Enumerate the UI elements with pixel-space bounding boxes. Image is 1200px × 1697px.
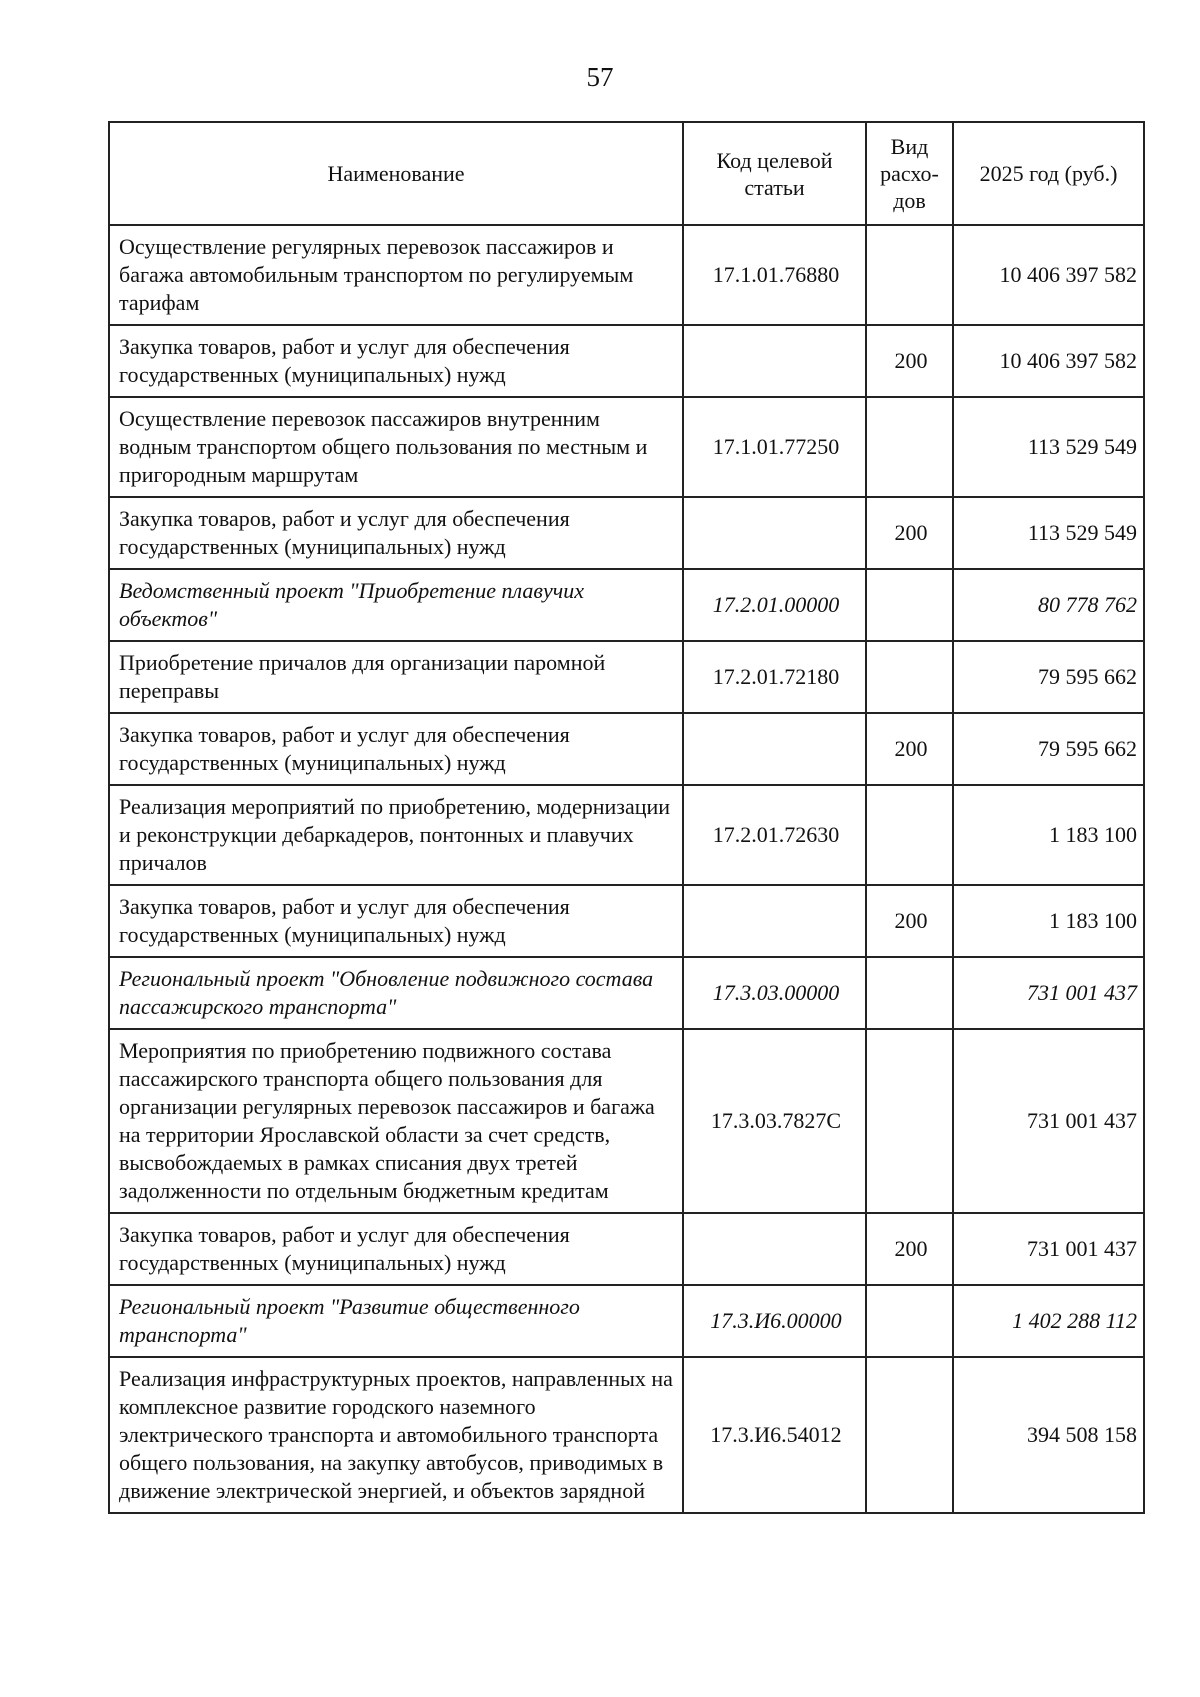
row-amount: 731 001 437 — [953, 1029, 1144, 1213]
row-name: Реализация инфраструктурных проектов, направленных на комплексное развитие городского наземного электрического транспорта и автомобильного транспорта общего пользования, на закупку автобусов, приводимых в движение электрической энергией, и объектов зарядной — [109, 1357, 683, 1513]
table-row — [109, 885, 1144, 957]
table-row — [109, 1285, 1144, 1357]
row-amount: 113 529 549 — [953, 397, 1144, 497]
row-code — [683, 497, 866, 569]
table-row — [109, 325, 1144, 397]
row-code: 17.2.01.72630 — [683, 785, 866, 885]
row-kind — [866, 397, 953, 497]
table-header-row — [109, 122, 1144, 225]
row-code: 17.3.03.7827С — [683, 1029, 866, 1213]
table-row — [109, 785, 1144, 885]
table-row — [109, 1029, 1144, 1213]
budget-table — [108, 121, 1145, 1514]
page-number: 57 — [586, 62, 614, 92]
row-code: 17.3.И6.54012 — [683, 1357, 866, 1513]
row-amount: 1 183 100 — [953, 785, 1144, 885]
header-kind: Вид расхо-дов — [866, 122, 953, 225]
row-name: Закупка товаров, работ и услуг для обеспечения государственных (муниципальных) нужд — [109, 497, 683, 569]
row-kind — [866, 1357, 953, 1513]
row-kind — [866, 1285, 953, 1357]
row-amount: 394 508 158 — [953, 1357, 1144, 1513]
row-kind — [866, 641, 953, 713]
row-name: Мероприятия по приобретению подвижного состава пассажирского транспорта общего пользования для организации регулярных перевозок пассажиров и багажа на территории Ярославской области за счет средств, высвобождаемых в рамках списания двух третей задолженности по отдельным бюджетным кредитам — [109, 1029, 683, 1213]
row-code: 17.1.01.76880 — [683, 225, 866, 325]
table-row — [109, 225, 1144, 325]
row-amount: 113 529 549 — [953, 497, 1144, 569]
row-code — [683, 885, 866, 957]
row-kind — [866, 225, 953, 325]
row-name: Региональный проект "Обновление подвижного состава пассажирского транспорта" — [109, 957, 683, 1029]
row-kind — [866, 957, 953, 1029]
row-amount: 10 406 397 582 — [953, 225, 1144, 325]
row-kind: 200 — [866, 713, 953, 785]
row-code: 17.3.03.00000 — [683, 957, 866, 1029]
row-code: 17.3.И6.00000 — [683, 1285, 866, 1357]
row-name: Закупка товаров, работ и услуг для обеспечения государственных (муниципальных) нужд — [109, 713, 683, 785]
row-name: Осуществление регулярных перевозок пассажиров и багажа автомобильным транспортом по регулируемым тарифам — [109, 225, 683, 325]
row-kind: 200 — [866, 325, 953, 397]
row-name: Закупка товаров, работ и услуг для обеспечения государственных (муниципальных) нужд — [109, 885, 683, 957]
row-amount: 731 001 437 — [953, 957, 1144, 1029]
row-kind: 200 — [866, 1213, 953, 1285]
row-code: 17.2.01.00000 — [683, 569, 866, 641]
row-kind — [866, 569, 953, 641]
table-row — [109, 957, 1144, 1029]
row-amount: 1 402 288 112 — [953, 1285, 1144, 1357]
row-amount: 80 778 762 — [953, 569, 1144, 641]
row-name: Закупка товаров, работ и услуг для обеспечения государственных (муниципальных) нужд — [109, 325, 683, 397]
row-code: 17.1.01.77250 — [683, 397, 866, 497]
row-kind: 200 — [866, 497, 953, 569]
row-code — [683, 713, 866, 785]
row-kind — [866, 1029, 953, 1213]
row-amount: 10 406 397 582 — [953, 325, 1144, 397]
row-code: 17.2.01.72180 — [683, 641, 866, 713]
row-name: Ведомственный проект "Приобретение плавучих объектов" — [109, 569, 683, 641]
row-amount: 79 595 662 — [953, 641, 1144, 713]
row-name: Региональный проект "Развитие общественного транспорта" — [109, 1285, 683, 1357]
row-code — [683, 325, 866, 397]
row-name: Приобретение причалов для организации паромной переправы — [109, 641, 683, 713]
table-row — [109, 569, 1144, 641]
table-row — [109, 1357, 1144, 1513]
table-body — [109, 225, 1144, 1513]
row-kind: 200 — [866, 885, 953, 957]
row-code — [683, 1213, 866, 1285]
row-name: Реализация мероприятий по приобретению, модернизации и реконструкции дебаркадеров, понтонных и плавучих причалов — [109, 785, 683, 885]
row-name: Закупка товаров, работ и услуг для обеспечения государственных (муниципальных) нужд — [109, 1213, 683, 1285]
row-amount: 731 001 437 — [953, 1213, 1144, 1285]
table-row — [109, 397, 1144, 497]
row-name: Осуществление перевозок пассажиров внутренним водным транспортом общего пользования по местным и пригородным маршрутам — [109, 397, 683, 497]
header-amount: 2025 год (руб.) — [953, 122, 1144, 225]
table-row — [109, 641, 1144, 713]
row-amount: 1 183 100 — [953, 885, 1144, 957]
row-amount: 79 595 662 — [953, 713, 1144, 785]
table-row — [109, 1213, 1144, 1285]
header-name: Наименование — [109, 122, 683, 225]
table-row — [109, 497, 1144, 569]
header-code: Код целевой статьи — [683, 122, 866, 225]
table-row — [109, 713, 1144, 785]
row-kind — [866, 785, 953, 885]
